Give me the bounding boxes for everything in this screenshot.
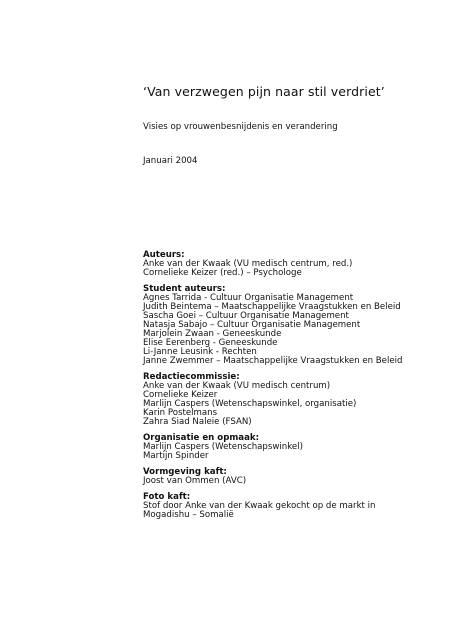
credits-line: Marlijn Caspers (Wetenschapswinkel) [143, 442, 303, 452]
document-date: Januari 2004 [143, 156, 198, 166]
credits-section [143, 468, 443, 486]
credits-line: Cornelieke Keizer [143, 390, 218, 400]
credits-line: Anke van der Kwaak (VU medisch centrum) [143, 381, 331, 391]
document-title: ‘Van verzwegen pijn naar stil verdriet’ [143, 84, 385, 99]
credits-section-heading: Organisatie en opmaak: [143, 433, 260, 443]
credits-line: Joost van Ommen (AVC) [143, 476, 247, 486]
credits-line: Stof door Anke van der Kwaak gekocht op de markt in [143, 501, 376, 511]
credits-line: Janne Zwemmer – Maatschappelijke Vraagstukken en Beleid [143, 356, 403, 366]
credits-section-heading: Foto kaft: [143, 492, 191, 502]
credits-section-heading: Auteurs: [143, 250, 185, 260]
credits-section [143, 373, 443, 427]
credits-line: Agnes Tarrida - Cultuur Organisatie Management [143, 293, 354, 303]
credits-line: Judith Beintema – Maatschappelijke Vraagstukken en Beleid [143, 302, 401, 312]
credits-line: Cornelieke Keizer (red.) – Psychologe [143, 268, 302, 278]
credits-line: Martijn Spinder [143, 451, 209, 461]
credits-section-heading: Vormgeving kaft: [143, 467, 227, 477]
credits-block [143, 251, 443, 527]
credits-line: Marjolein Zwaan - Geneeskunde [143, 329, 282, 339]
document-subtitle: Visies op vrouwenbesnijdenis en verandering [143, 122, 338, 132]
credits-section-heading: Redactiecommissie: [143, 372, 240, 382]
credits-line: Elise Eerenberg - Geneeskunde [143, 338, 278, 348]
credits-line: Mogadishu – Somalië [143, 510, 234, 520]
credits-section [143, 285, 443, 366]
credits-line: Natasja Sabajo – Cultuur Organisatie Management [143, 320, 361, 330]
credits-section [143, 251, 443, 278]
credits-section [143, 493, 443, 520]
credits-line: Marlijn Caspers (Wetenschapswinkel, organisatie) [143, 399, 357, 409]
credits-line: Karin Postelmans [143, 408, 218, 418]
credits-line: Zahra Siad Naleie (FSAN) [143, 417, 252, 427]
credits-section-heading: Student auteurs: [143, 284, 226, 294]
credits-line: Sascha Goei – Cultuur Organisatie Management [143, 311, 349, 321]
credits-line: Anke van der Kwaak (VU medisch centrum, red.) [143, 259, 353, 269]
credits-section [143, 434, 443, 461]
credits-line: Li-Janne Leusink - Rechten [143, 347, 257, 357]
